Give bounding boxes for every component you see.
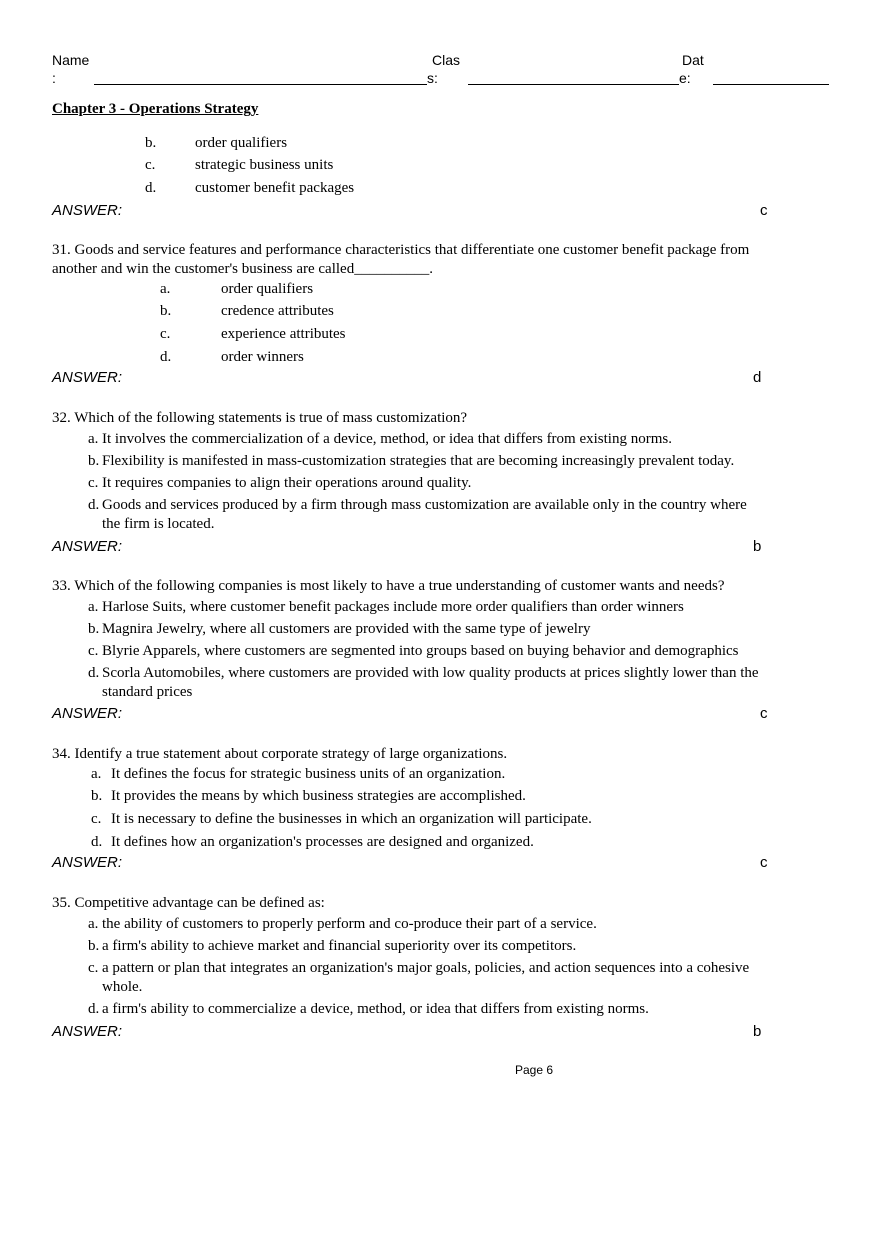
question-31-stem-line2: another and win the customer's business are called__________. [52, 261, 433, 277]
option-letter: b. [88, 938, 100, 954]
name-label-colon: : [52, 70, 56, 86]
option-text: It defines how an organization's processes are designed and organized. [111, 834, 534, 850]
answer-value: c [760, 202, 768, 219]
option-letter: c. [160, 326, 171, 342]
answer-value: c [760, 705, 768, 722]
option-text: a firm's ability to commercialize a device, method, or idea that differs from existing norms. [102, 1001, 649, 1017]
option-letter: b. [145, 135, 157, 151]
chapter-title: Chapter 3 - Operations Strategy [52, 101, 259, 117]
option-text: a firm's ability to achieve market and financial superiority over its competitors. [102, 938, 577, 954]
answer-label: ANSWER: [52, 202, 123, 219]
option-letter: c. [88, 475, 99, 491]
option-letter: c. [91, 811, 102, 827]
answer-value: b [753, 1023, 762, 1040]
answer-label: ANSWER: [52, 854, 123, 871]
question-34-stem: 34. Identify a true statement about corporate strategy of large organizations. [52, 746, 508, 762]
option-text: It requires companies to align their operations around quality. [102, 475, 472, 491]
option-letter: a. [88, 431, 99, 447]
option-text: the ability of customers to properly perform and co-produce their part of a service. [102, 916, 597, 932]
name-line [94, 84, 427, 85]
option-letter: b. [91, 788, 103, 804]
class-line [468, 84, 679, 85]
option-letter: d. [91, 834, 103, 850]
class-label: Clas [432, 52, 461, 68]
option-letter: c. [145, 157, 156, 173]
option-letter: d. [145, 180, 157, 196]
option-letter: d. [88, 665, 100, 681]
option-text: strategic business units [195, 157, 334, 173]
option-text: It defines the focus for strategic business units of an organization. [111, 766, 506, 782]
option-text: It involves the commercialization of a device, method, or idea that differs from existing norms. [102, 431, 672, 447]
option-letter: d. [160, 349, 172, 365]
option-text: It provides the means by which business strategies are accomplished. [111, 788, 526, 804]
answer-value: d [753, 369, 762, 386]
answer-label: ANSWER: [52, 1023, 123, 1040]
date-label-suffix: e: [679, 70, 691, 86]
question-35-stem: 35. Competitive advantage can be defined as: [52, 895, 325, 911]
option-text-continued: the firm is located. [102, 516, 215, 532]
option-text: credence attributes [221, 303, 334, 319]
answer-label: ANSWER: [52, 705, 123, 722]
question-32-stem: 32. Which of the following statements is true of mass customization? [52, 410, 468, 426]
option-letter: b. [88, 453, 100, 469]
option-letter: d. [88, 497, 100, 513]
option-letter: a. [88, 599, 99, 615]
option-text: Flexibility is manifested in mass-customization strategies that are becoming increasingly prevalent today. [102, 453, 735, 469]
question-31-stem-line1: 31. Goods and service features and performance characteristics that differentiate one customer benefit package from [52, 242, 750, 258]
option-text: customer benefit packages [195, 180, 355, 196]
option-letter: d. [88, 1001, 100, 1017]
option-text: experience attributes [221, 326, 346, 342]
answer-label: ANSWER: [52, 538, 123, 555]
option-text-continued: standard prices [102, 684, 193, 700]
option-letter: b. [88, 621, 100, 637]
option-letter: a. [88, 916, 99, 932]
option-text-continued: whole. [102, 979, 143, 995]
option-text: order winners [221, 349, 304, 365]
option-text: order qualifiers [195, 135, 288, 151]
option-text: Scorla Automobiles, where customers are provided with low quality products at prices slightly lower than the [102, 665, 759, 681]
option-text: order qualifiers [221, 281, 314, 297]
date-label: Dat [682, 52, 704, 68]
option-text: Magnira Jewelry, where all customers are provided with the same type of jewelry [102, 621, 591, 637]
option-text: a pattern or plan that integrates an organization's major goals, policies, and action sequences into a cohesive [102, 960, 750, 976]
option-text: It is necessary to define the businesses in which an organization will participate. [111, 811, 592, 827]
answer-value: c [760, 854, 768, 871]
option-letter: a. [91, 766, 102, 782]
option-letter: b. [160, 303, 172, 319]
question-33-stem: 33. Which of the following companies is most likely to have a true understanding of customer wants and needs? [52, 578, 725, 594]
page-number: Page 6 [515, 1063, 554, 1077]
option-text: Goods and services produced by a firm through mass customization are available only in the country where [102, 497, 747, 513]
option-text: Harlose Suits, where customer benefit packages include more order qualifiers than order winners [102, 599, 684, 615]
option-letter: a. [160, 281, 171, 297]
date-line [713, 84, 829, 85]
class-label-suffix: s: [427, 70, 438, 86]
answer-label: ANSWER: [52, 369, 123, 386]
option-text: Blyrie Apparels, where customers are segmented into groups based on buying behavior and demographics [102, 643, 739, 659]
option-letter: c. [88, 960, 99, 976]
answer-value: b [753, 538, 762, 555]
option-letter: c. [88, 643, 99, 659]
name-label: Name [52, 52, 90, 68]
